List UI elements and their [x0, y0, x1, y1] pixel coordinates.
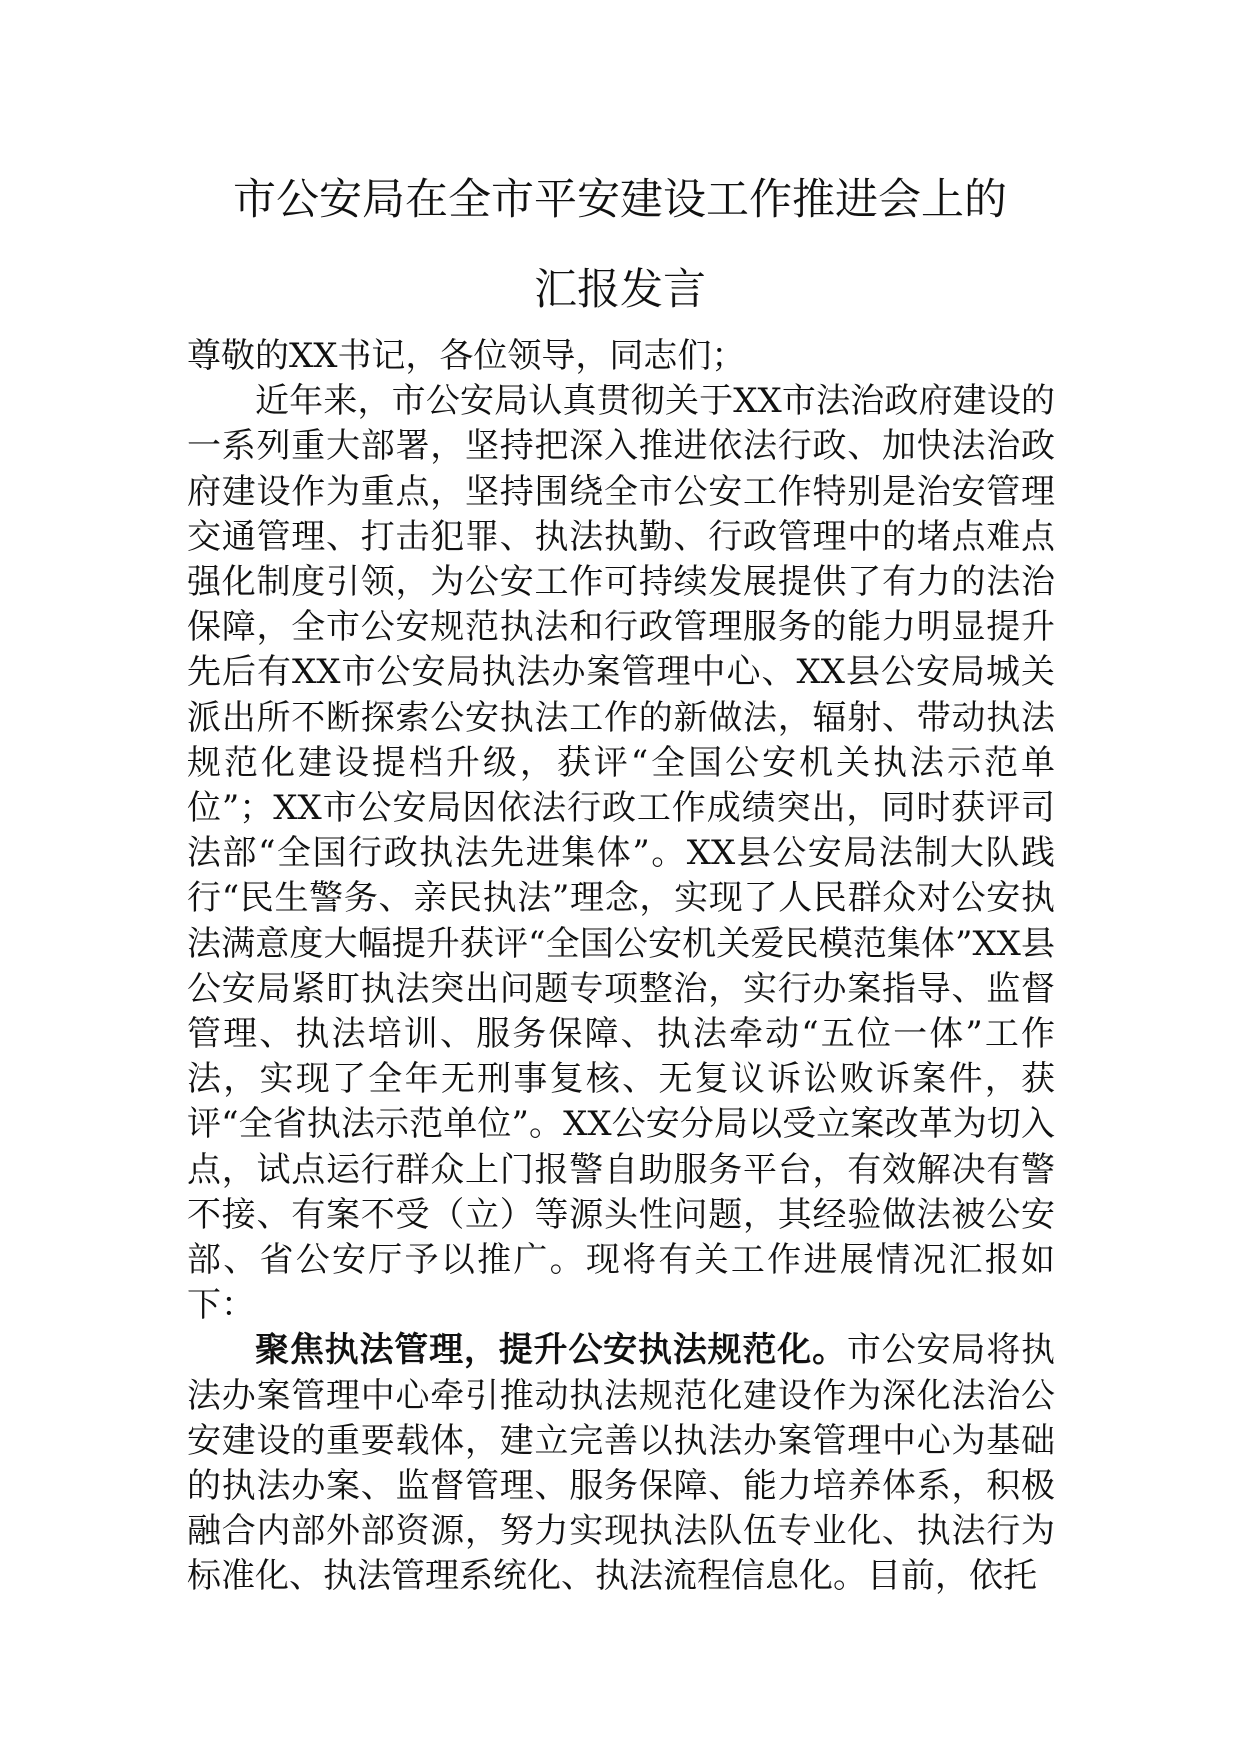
document-title-line-1: 市公安局在全市平安建设工作推进会上的 — [233, 175, 1007, 225]
document-title-line-2: 汇报发言 — [534, 265, 706, 315]
paragraph-intro: 近年来，市公安局认真贯彻关于XX市法治政府建设的一系列重大部署，坚持把深入推进依法行政、加快法治政府建设作为重点，坚持围绕全市公安工作特别是治安管理交通管理、打击犯罪、执法执勤、行政管理中的堵点难点强化制度引领，为公安工作可持续发展提供了有力的法治保障，全市公安规范执法和行政管理服务的能力明显提升先后有XX市公安局执法办案管理中心、XX县公安局城关派出所不断探索公安执法工作的新做法，辐射、带动执法规范化建设提档升级，获评“全国公安机关执法示范单位”；XX市公安局因依法行政工作成绩突出，同时获评司法部“全国行政执法先进集体”。XX县公安局法制大队践行“民生警务、亲民执法”理念，实现了人民群众对公安执法满意度大幅提升获评“全国公安机关爱民模范集体”XX县公安局紧盯执法突出问题专项整治，实行办案指导、监督管理、执法培训、服务保障、执法牵动“五位一体”工作法，实现了全年无刑事复核、无复议诉讼败诉案件，获评“全省执法示范单位”。XX公安分局以受立案改革为切入点，试点运行群众上门报警自助服务平台，有效解决有警不接、有案不受（立）等源头性问题，其经验做法被公安部、省公安厅予以推广。现将有关工作进展情况汇报如下： — [187, 381, 1055, 1326]
document-body — [187, 334, 1055, 1600]
paragraph-section-1 — [187, 1328, 1055, 1599]
section-1-text: 市公安局将执法办案管理中心牵引推动执法规范化建设作为深化法治公安建设的重要载体，建立完善以执法办案管理中心为基础的执法办案、监督管理、服务保障、能力培养体系，积极融合内部外部资源，努力实现执法队伍专业化、执法行为标准化、执法管理系统化、执法流程信息化。目前，依托 — [187, 1330, 1056, 1597]
salutation: 尊敬的XX书记，各位领导，同志们； — [187, 336, 746, 376]
section-1-heading: 聚焦执法管理，提升公安执法规范化。 — [255, 1330, 847, 1371]
